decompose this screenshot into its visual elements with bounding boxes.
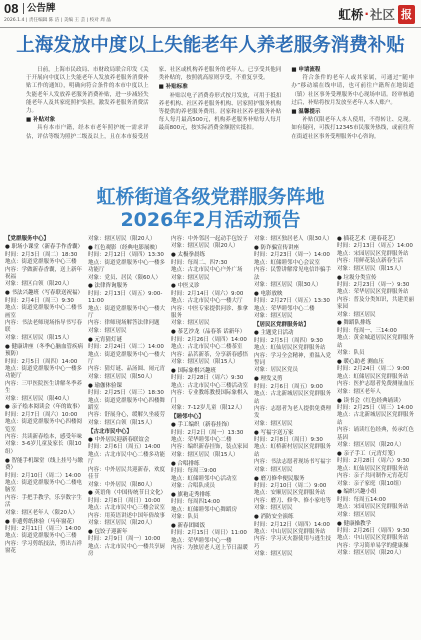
event-time: 时间：2月3日（周二）18:30 [5,251,78,258]
event-title: ● 暖心助老 测血压 [337,359,384,365]
event-place: 地点：荣华睦邻中心二楼 [254,305,315,312]
event-title: ● 手工编织（新春挂饰） [171,422,233,429]
event-item [254,430,333,474]
event-desc: 内容：共读新春绘本，感受年味 [5,434,83,441]
event-title: ● 编织兴趣小组 [337,489,377,496]
event-item [254,245,333,289]
event-time: 时间：2月13日（周五）14:00 [337,243,413,250]
article-subheading: ■ 补贴标准 [158,84,188,91]
event-place: 地点：古北新城居民区党群服务站 [254,391,332,405]
event-desc: 内容：品茗新茶，分享新春感悟 [171,351,249,358]
event-time: 时间：每周二、四7:30 [171,259,228,266]
event-item [337,398,416,450]
event-place: 地点：荣华睦邻中心二楼 [171,437,232,444]
event-audience: 对象：辖区老年人 [337,388,382,395]
event-desc: 内容：用英语讲述中国年俗故事 [88,512,166,519]
event-time: 时间：2月10日（周二）9:00 [254,483,327,489]
event-desc: 内容：手把手教学，乐享数字生活 [5,494,83,509]
event-place: 地点：虹仙居民区党群服务站 [337,465,409,472]
event-audience: 对象：辖区居民（限20人） [337,441,405,448]
event-place: 地点：街道党群服务中心三楼 [5,533,77,540]
event-desc: 内容：学做新春香囊，送上新年祝福 [5,266,83,281]
event-time: 时间：2月5日（周四）14:00 [5,358,78,365]
event-title: ● 法律咨询服务 [88,283,128,290]
event-item [5,404,84,456]
event-item [337,451,416,488]
event-audience: 对象：中外居民（限80人） [88,481,156,488]
event-item [88,383,167,427]
event-place: 地点：虹储睦邻中心会议室 [254,259,321,266]
article-subheading: ■ 温馨提示 [291,109,321,116]
event-desc: 内容：书法老师现场指导书写春联 [5,319,83,334]
event-place: 地点：街道党群服务中心三楼 [5,259,77,266]
event-place: 地点：虹储睦邻中心活动室 [171,475,238,482]
event-place: 地点：街道党群服务中心二楼书画室 [5,305,83,319]
event-item [88,337,167,381]
event-time: 时间：2月6日（周五）9:00 [254,383,323,390]
event-desc: 内容：亲子共同制作元宵花灯 [337,473,409,480]
event-item [337,521,416,558]
events-headline-line2: 2026年2月活动预告 [120,209,301,231]
event-title: ● 理发义剪 [254,376,283,383]
event-desc: 内容：志愿者为老人提供免费理发 [254,405,332,420]
event-item [171,422,250,459]
event-title: ● 消防安全演练 [254,514,294,521]
event-place: 地点：古北市民中心三楼会议室 [88,505,166,512]
event-item [254,514,333,558]
event-item [171,368,250,412]
event-item [171,492,250,522]
event-place: 地点：安顺居民区党群服务站 [254,490,326,497]
event-item [171,283,250,327]
logo-name-main: 虹桥 [338,7,364,22]
event-audience: 对象：辖区居民（限30人） [254,281,322,288]
event-item [171,329,250,366]
event-item [337,489,416,519]
event-time: 时间：每周一、三14:00 [337,327,397,334]
event-title: ● 职场小课堂（新春手作香囊） [5,244,84,251]
event-audience: 对象：辖区居民（限20人） [88,236,156,242]
event-place: 地点：古北市民中心一楼大厅 [171,298,243,305]
event-desc: 内容：为独居老人送上节日温暖 [171,545,249,552]
event-place: 地点：街道党群服务中心一楼多功能厅 [5,365,83,380]
event-place: 地点：虹储睦邻中心舞蹈房 [171,506,238,513]
event-title: ● 书法兴趣班（写春联送祝福） [5,290,84,297]
event-desc: 内容：律师现场解答法律问题 [88,320,160,327]
event-desc: 内容：用鲜花装点新春生活 [337,258,404,265]
event-title: ● 合唱排练 [171,460,200,467]
issue-meta: 2026.1.4 | 责任编辑 陈 洁 | 美编 王 芸 | 校对 周 晶 [4,18,111,23]
event-desc: 内容：中医专家提供问诊、推拿服务 [171,305,249,320]
event-title: ● 写福字送万家 [254,429,294,436]
event-item [254,330,333,374]
event-audience: 对象：辖区居民（限20人） [171,243,239,250]
event-audience: 对象：辖区居民（限20人） [88,520,156,527]
article-paragraph: 具有本市户籍，经本市老年照护统一需求评估，评估等级为照护二级及以上，且在本市接受居家、社区或机构养老服务的老年人。已享受其他同类补贴的，按照就高原则享受，不重复享受。 [26,67,282,140]
event-place: 地点：黄金城道居民区党群服务站 [337,335,415,349]
event-time: 时间：2月12日（周四）13:30 [88,252,164,259]
event-desc: 内容：学习灭火器使用与逃生技巧 [254,536,332,550]
event-audience: 对象：辖区居民（限50人） [88,373,156,380]
event-place: 地点：古北新城居民区党群服务站 [337,412,415,426]
event-item [88,245,167,282]
event-place: 地点：街道党群服务中心二楼电脑室 [5,480,83,494]
event-title: ● 非遗剪纸体验（马年窗花） [5,518,78,525]
event-audience: 对象：辖区居民（限15人） [171,451,239,458]
article-paragraph: 补贴仅限老年人本人使用，不得转让、兑现。如有疑问，可拨打12345市民服务热线，或前往所在街道社区事务受理服务中心咨询。 [291,117,414,140]
event-group-heading: 【党群服务中心】 [5,236,50,242]
event-audience: 对象：7-12岁儿童（限12人） [171,404,246,411]
event-audience: 对象：合唱队成员 [171,483,216,489]
event-time: 时间：2月8日（周日）10:00 [88,497,161,504]
event-group-heading: 【睦邻中心】 [171,413,205,420]
event-place: 地点：古北市民中心二楼多功能厅 [88,451,166,466]
event-time: 时间：2月6日（周五）14:00 [88,444,161,451]
event-item [5,344,84,403]
event-audience: 对象：辖区居民（限15人） [337,265,405,272]
event-audience: 对象：党员、居民（限60人） [88,274,161,281]
article-subheading: ■ 补贴对象 [26,117,56,124]
event-title: ● 插花艺术（迎春花艺） [337,236,399,242]
event-time: 时间：2月9日（周一）10:00 [88,536,161,543]
event-place: 地点：中山居民区党群服务站 [337,535,409,542]
event-item [337,320,416,357]
event-item [171,461,250,491]
event-title: ● 茶艺沙龙（品春茶 话新年） [171,329,246,336]
event-time: 时间：2月12日（周四）14:00 [254,521,330,528]
event-title: ● 舞蹈队排练 [337,320,372,327]
event-desc: 内容：民警讲解常见电信诈骗手法 [254,267,332,281]
event-time: 时间：2月26日（周四）14:00 [171,336,247,343]
article-paragraph: 日前，上海市民政局、市财政局联合印发《关于开展向中度以上失能老年人发放养老服务消费补贴工作的通知》，明确向符合条件的本市中度以上失能老年人发放养老服务消费补贴，进一步减轻失能老年人及其家庭照护负担，激发养老服务消费活力。 [26,67,149,115]
event-time: 时间：每周五14:00 [337,496,386,503]
event-desc: 内容：猜灯谜、品汤圆、闹元宵 [88,366,166,373]
event-audience: 对象：3-6岁儿童及家长（限10组） [5,441,82,455]
event-place: 地点：宋园居民区党群服务站 [337,250,409,257]
event-desc: 内容：学习剪纸技法，剪出吉祥窗花 [5,540,83,555]
event-audience: 对象：辖区白领（限15人） [88,419,156,426]
masthead-logo [338,4,415,24]
event-desc: 内容：书法志愿者现场书写福字 [254,459,332,466]
event-audience: 对象：辖区居民 [88,327,127,334]
event-title: ● 健康操教学 [337,520,372,527]
event-title: ● 元宵猜灯谜 [88,336,123,343]
article-headline: 上海发放中度以上失能老年人养老服务消费补贴 [16,35,405,56]
event-title: ● 防诈骗宣传讲座 [254,244,300,251]
event-audience: 对象：亲子家庭（限10组） [337,480,405,487]
event-desc: 内容：中外居民共迎新春，欢度佳节 [88,466,166,481]
event-audience: 对象：辖区居民（限15人） [5,334,73,341]
event-place: 地点：虹桥新村居民区党群服务站 [254,444,332,458]
events-headline-line1: 虹桥街道各级党群服务阵地 [96,186,325,208]
event-time: 时间：2月23日（周一）14:00 [254,252,330,259]
event-time: 时间：2月7日（周六）10:00 [5,411,78,418]
event-item [88,283,167,335]
event-item [88,490,167,527]
event-desc: 内容：医护志愿者免费测量血压 [337,381,415,388]
event-audience: 对象：队员 [171,514,199,521]
event-audience: 对象：辖区居民 [254,420,293,427]
event-time: 时间：2月14日（周六）9:00 [171,290,244,297]
event-audience: 对象：辖区独居老人（限30人） [254,236,333,242]
events-list [5,236,416,559]
event-title: ● 国际象棋兴趣班 [171,367,217,374]
event-place: 地点：街道党群服务中心一楼大厅 [88,305,166,320]
event-time: 时间：2月28日（周六）9:30 [337,458,410,465]
event-title: ● 中外居民迎新春联谊会 [88,437,150,444]
event-place: 地点：虹储居民区党群服务站 [337,373,409,380]
event-desc: 内容：普及分类知识，共建美丽家园 [337,296,415,311]
event-title: ● 亲子手工（元宵灯笼） [337,450,399,457]
event-place: 地点：古北市民中心一楼共享厨房 [88,543,166,558]
event-title: ● 英语角（中国传统节日文化） [88,490,167,497]
event-audience: 对象：辖区老年人（限20人） [5,509,78,516]
event-title: ● 垃圾分类宣传 [337,274,377,281]
page-header [0,0,421,28]
event-place: 地点：中山居民区党群服务站 [254,528,326,535]
event-item [88,437,167,489]
event-place: 地点：荣华睦邻中心一楼 [171,537,232,544]
event-item [5,458,84,517]
article-subheading: ■ 申请流程 [291,67,321,73]
event-audience: 对象：辖区居民 [254,466,293,473]
event-audience: 对象：居民区党员 [254,367,299,374]
event-item [254,476,333,513]
event-time: 时间：每周三9:00 [171,468,217,475]
event-audience: 对象：辖区居民（限15人） [171,359,239,365]
page-number: 08 [4,1,19,16]
event-desc: 内容：中外邻居一起动手包饺子 [171,236,249,242]
event-audience: 对象：队员 [337,350,365,357]
event-time: 时间：2月10日（周二）14:00 [5,472,81,479]
event-audience: 对象：辖区居民 [254,551,293,558]
event-desc: 内容：诵读红色经典，传承红色基因 [337,427,415,441]
event-item [337,359,416,396]
event-audience: 对象：辖区居民 [254,313,293,320]
events-headline [0,186,421,232]
event-place: 地点：街道党群服务中心四楼舞蹈室 [88,397,166,411]
section-name: 公告牌 [27,3,56,14]
event-time: 时间：2月25日（周三）14:00 [337,404,413,411]
event-item [5,290,84,342]
event-place: 地点：古北市民中心三楼活动室 [171,382,249,389]
article-body [26,66,414,141]
event-desc: 内容：学习简单易学的健康操 [337,542,409,549]
event-title: ● 中医义诊 [171,283,200,290]
event-desc: 内容：磨刀、修伞、修小家电等 [254,497,332,504]
event-time: 时间：每周四14:00 [171,499,220,506]
event-time: 时间：2月4日（周三）9:30 [5,297,74,304]
event-time: 时间：2月2日（周一）13:30 [171,429,244,436]
event-audience: 对象：辖区居民 [337,311,376,318]
event-desc: 内容：舒展身心，缓解久坐疲劳 [88,412,166,419]
event-title: ● 读书会（红色经典诵读） [337,397,405,404]
event-title: ● 电影放映 [254,290,283,297]
event-title: ● 主题党日活动 [254,330,294,337]
event-item [171,252,250,282]
event-audience: 对象：辖区居民 [337,511,376,518]
logo-dot: · [364,7,369,21]
event-audience: 对象：辖区居民（限40人） [5,395,73,402]
event-place: 地点：宋园居民区党群服务站 [337,504,409,511]
event-group-heading: 【居民区党群服务站】 [254,321,310,328]
event-time: 时间：2月25日（周三）18:30 [88,390,164,397]
event-time: 时间：2月23日（周一）9:30 [337,281,410,288]
event-desc: 内容：专业教练教授国际象棋入门 [171,390,249,404]
event-title: ● 红色观影（经典电影展映） [88,244,161,251]
event-item [337,236,416,273]
event-title: ● 旗袍走秀排练 [171,491,211,498]
event-item [254,376,333,428]
event-place: 地点：荣华居民区党群服务站 [337,289,409,296]
event-title: ● 智能手机课堂（线上挂号与缴费） [5,457,84,472]
event-audience: 对象：辖区居民 [171,320,210,327]
event-title: ● 包饺子迎新年 [88,528,128,535]
event-time: 时间：2月8日（周日）9:30 [254,437,323,444]
event-title: ● 瑜伽体验课 [88,382,123,389]
event-audience: 对象：辖区居民 [171,274,210,281]
event-place: 地点：古北市民中心二楼茶室 [171,344,243,351]
event-time: 时间：2月27日（周五）13:30 [254,298,330,305]
event-title: ● 新春团圆饭 [171,523,206,530]
logo-badge-icon: 报 [398,5,415,24]
event-desc: 内容：学习全会精神，重温入党誓词 [254,352,332,366]
event-time: 时间：2月5日（周四）9:30 [254,337,323,344]
event-place: 地点：街道党群服务中心一楼多功能厅 [88,259,166,274]
event-title: ● 亲子绘本阅读会（年的故事） [5,404,84,411]
event-place: 地点：街道党群服务中心四楼阅览室 [5,419,83,433]
event-title: ● 太极拳晨练 [171,252,206,259]
event-item [5,244,84,288]
event-time: 时间：2月24日（周二）9:00 [337,366,410,373]
header-divider [23,3,24,14]
event-place: 地点：街道党群服务中心一楼大厅 [88,351,166,365]
article-paragraph: 符合条件的老年人或其家属，可通过“随申办”移动端在线申请，也可前往户籍所在地街道（镇）社区事务受理服务中心现场申请。经审核通过后，补贴将按月发放至老年人本人账户。 [291,75,414,106]
event-place: 地点：虹仙居民区党群服务站 [254,345,326,352]
event-item [337,275,416,319]
event-desc: 内容：三甲医院医生讲解冬季养生 [5,380,83,395]
logo-name-sub: 社区 [369,7,395,22]
event-time: 时间：2月13日（周五）9:00-11:00 [88,290,163,305]
event-group-heading: 【古北市民中心】 [88,428,133,435]
event-audience: 对象：辖区居民（限20人） [337,550,405,557]
event-time: 时间：2月26日（周四）9:30 [337,527,410,534]
event-time: 时间：2月24日（周二）14:00 [88,344,164,351]
event-title: ● 磨刀修伞便民服务 [254,475,305,482]
event-desc: 内容：编织新春挂饰，装点家园 [171,444,249,451]
event-place: 地点：古北市民中心户外广场 [171,267,243,274]
event-time: 时间：2月15日（周日）11:00 [171,530,247,537]
event-audience: 对象：辖区居民 [254,505,293,512]
event-time: 时间：2月11日（周三）14:00 [5,525,81,532]
event-item [254,291,333,321]
event-time: 时间：2月28日（周六）9:30 [171,375,244,382]
event-audience: 对象：辖区白领（限20人） [5,281,73,288]
event-title: ● 健康讲座（冬季心脑血管疾病预防） [5,343,84,358]
article-paragraph: 补贴以电子消费券形式按月发放，可用于抵扣养老机构、社区养老服务机构、居家照护服务机构等提供的养老服务费用。居家和社区养老服务补贴每人每月最高500元，机构养老服务补贴每人每月最高800元，按实际消费金额据实抵扣。 [158,92,282,132]
